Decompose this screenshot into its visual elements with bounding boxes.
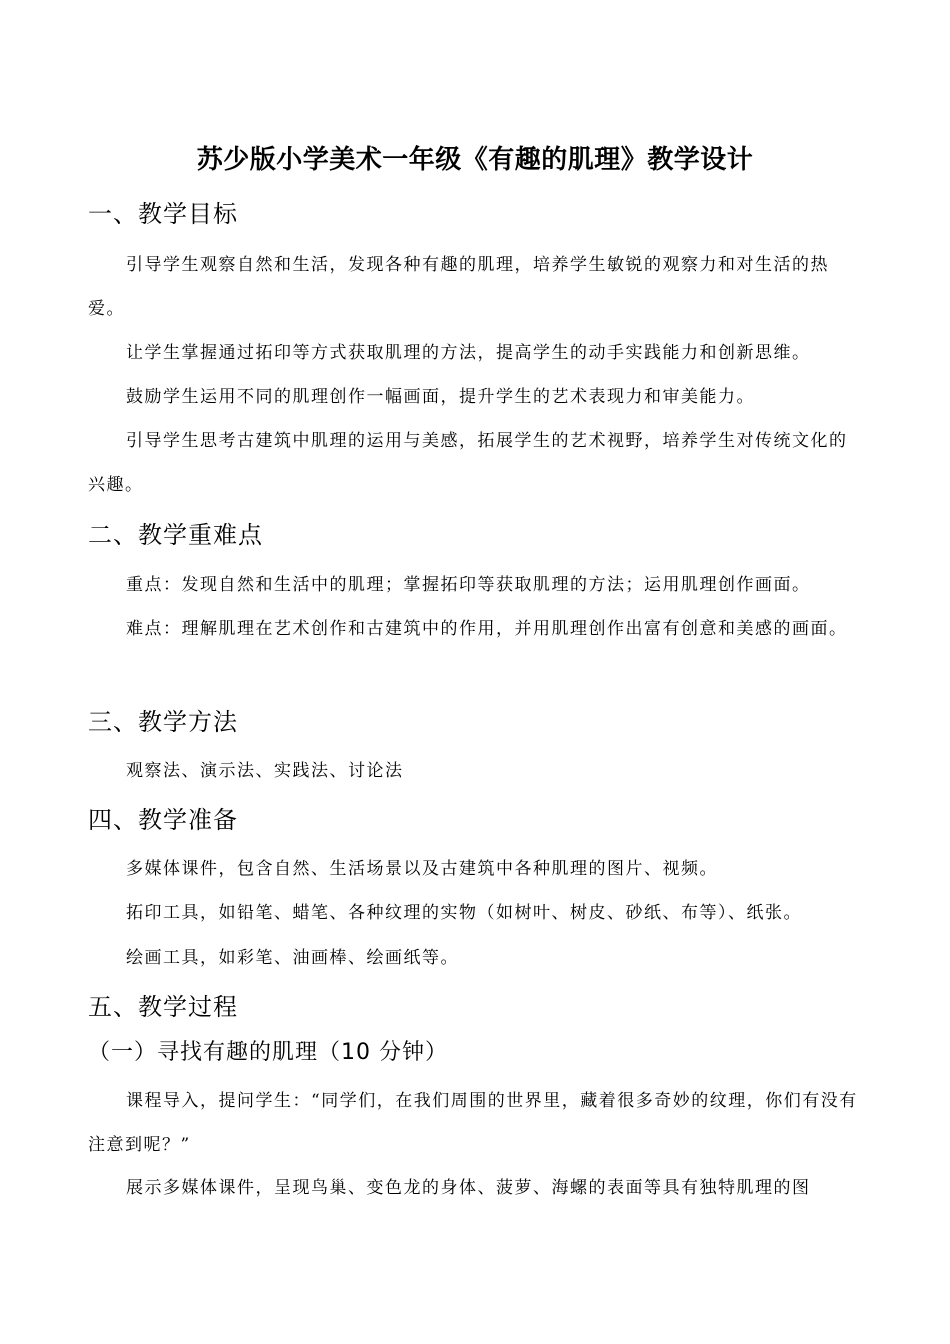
preparation-paragraph-3: 绘画工具，如彩笔、油画棒、绘画纸等。 xyxy=(126,948,459,968)
document-title: 苏少版小学美术一年级《有趣的肌理》教学设计 xyxy=(196,145,754,175)
objectives-paragraph-2: 让学生掌握通过拓印等方式获取肌理的方法，提高学生的动手实践能力和创新思维。 xyxy=(126,343,811,363)
preparation-paragraph-2: 拓印工具，如铅笔、蜡笔、各种纹理的实物（如树叶、树皮、砂纸、布等）、纸张。 xyxy=(126,903,802,923)
key-points-paragraph-2: 难点：理解肌理在艺术创作和古建筑中的作用，并用肌理创作出富有创意和美感的画面。 xyxy=(126,619,848,639)
section-heading-preparation: 四、教学准备 xyxy=(88,806,238,834)
objectives-paragraph-4: 引导学生思考古建筑中肌理的运用与美感，拓展学生的艺术视野，培养学生对传统文化的兴趣。 xyxy=(88,431,848,495)
key-points-paragraph-1: 重点：发现自然和生活中的肌理；掌握拓印等获取肌理的方法；运用肌理创作画面。 xyxy=(126,575,811,595)
process-paragraph-2: 展示多媒体课件，呈现鸟巢、变色龙的身体、菠萝、海螺的表面等具有独特肌理的图 xyxy=(126,1178,811,1198)
subsection-heading-find-textures: （一）寻找有趣的肌理（10 分钟） xyxy=(88,1040,448,1065)
objectives-paragraph-1: 引导学生观察自然和生活，发现各种有趣的肌理，培养学生敏锐的观察力和对生活的热爱。 xyxy=(88,255,829,319)
objectives-paragraph-3: 鼓励学生运用不同的肌理创作一幅画面，提升学生的艺术表现力和审美能力。 xyxy=(126,387,755,407)
section-heading-key-points: 二、教学重难点 xyxy=(88,521,263,549)
methods-paragraph-1: 观察法、演示法、实践法、讨论法 xyxy=(126,761,404,781)
section-heading-methods: 三、教学方法 xyxy=(88,708,238,736)
section-heading-process: 五、教学过程 xyxy=(88,993,238,1021)
preparation-paragraph-1: 多媒体课件，包含自然、生活场景以及古建筑中各种肌理的图片、视频。 xyxy=(126,859,718,879)
section-heading-objectives: 一、教学目标 xyxy=(88,200,238,228)
process-paragraph-1: 课程导入，提问学生：“同学们，在我们周围的世界里，藏着很多奇妙的纹理，你们有没有注意到呢？” xyxy=(88,1091,858,1155)
